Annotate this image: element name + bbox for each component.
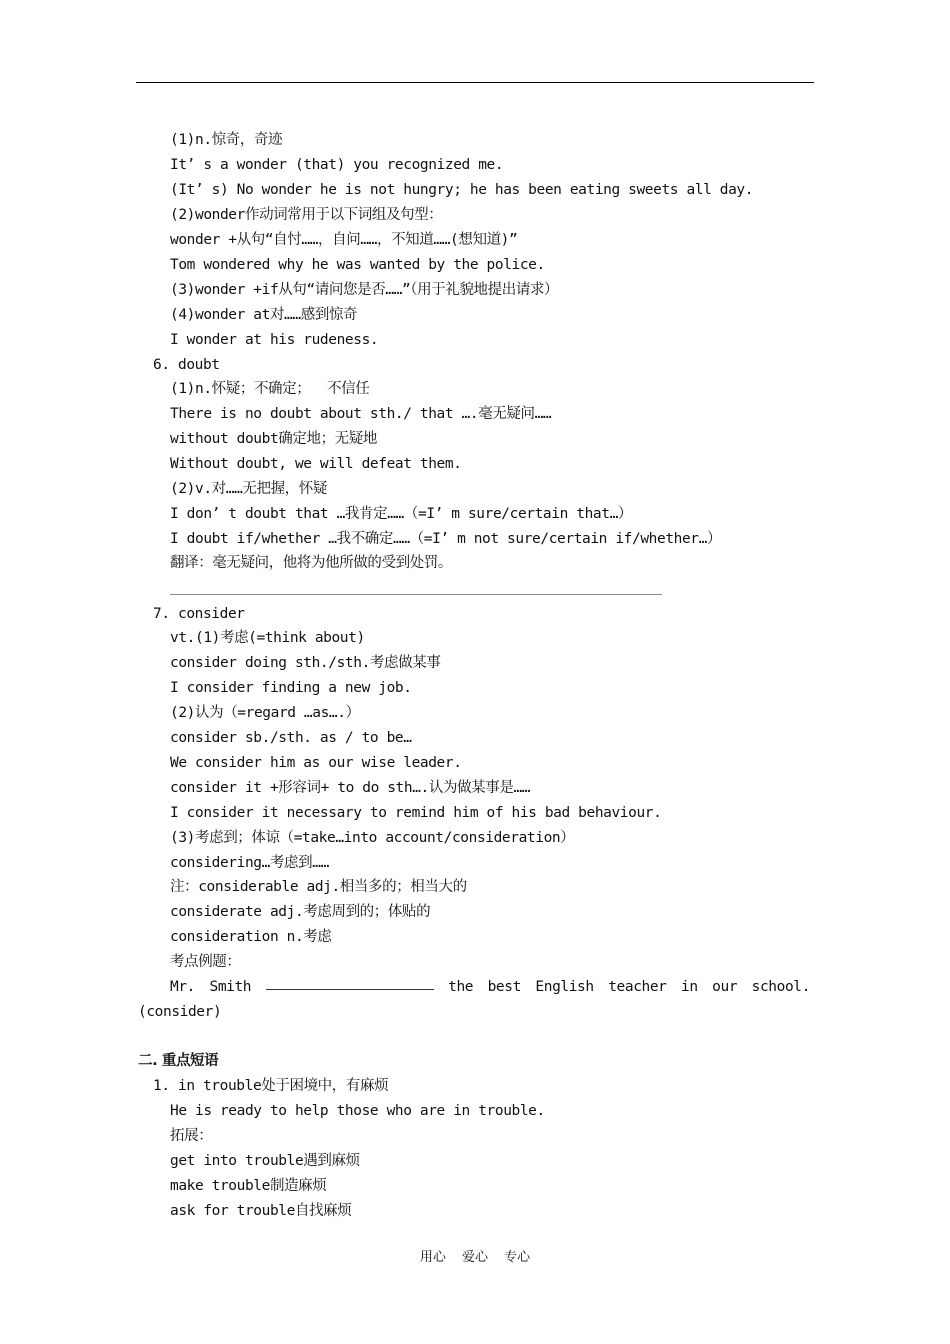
exercise-word: English: [535, 979, 594, 995]
text-line: make trouble制造麻烦: [170, 1178, 327, 1194]
header-rule: [136, 82, 814, 83]
text-line: consideration n.考虑: [170, 929, 332, 945]
text-line: (1)n.怀疑；不确定； 不信任: [170, 381, 370, 397]
text-line: (2)v.对……无把握，怀疑: [170, 481, 328, 497]
text-line: 考点例题：: [170, 954, 241, 970]
exercise-hint: (consider): [138, 1004, 222, 1020]
text-line: (1)n.惊奇，奇迹: [170, 132, 283, 148]
text-line: 拓展：: [170, 1128, 213, 1144]
exercise-word: Mr.: [170, 979, 195, 995]
text-line: ask for trouble自找麻烦: [170, 1203, 352, 1219]
text-line: (4)wonder at对……感到惊奇: [170, 307, 358, 323]
exercise-word: Smith: [209, 979, 252, 995]
answer-line: [170, 594, 662, 595]
text-line: He is ready to help those who are in trouble.: [170, 1103, 545, 1119]
text-line: consider sb./sth. as / to be…: [170, 730, 412, 746]
page-footer: 用心 爱心 专心: [419, 1250, 531, 1265]
item-heading: 7. consider: [153, 606, 245, 622]
text-line: Tom wondered why he was wanted by the police.: [170, 257, 545, 273]
text-line: consider it +形容词+ to do sth….认为做某事是……: [170, 780, 531, 796]
exercise-word: in: [681, 979, 698, 995]
exercise-word: our: [712, 979, 738, 995]
text-line: (3)wonder +if从句“请问您是否……”（用于礼貌地提出请求）: [170, 282, 559, 298]
section-heading: 二. 重点短语: [138, 1053, 219, 1069]
text-line: I consider finding a new job.: [170, 680, 412, 696]
item-heading: 1. in trouble处于困境中，有麻烦: [153, 1078, 389, 1094]
text-line: There is no doubt about sth./ that ….毫无疑问……: [170, 406, 552, 422]
fill-in-blank[interactable]: [266, 975, 434, 990]
text-line: I doubt if/whether …我不确定……（=I’ m not sure/certain if/whether…）: [170, 531, 722, 547]
text-line: (2)认为（=regard …as….）: [170, 705, 360, 721]
text-line: I consider it necessary to remind him of his bad behaviour.: [170, 805, 662, 821]
text-line: I wonder at his rudeness.: [170, 332, 379, 348]
text-line: consider doing sth./sth.考虑做某事: [170, 655, 441, 671]
exercise-sentence: [170, 975, 810, 1000]
text-line: considerate adj.考虑周到的；体贴的: [170, 904, 431, 920]
text-line: (3)考虑到；体谅（=take…into account/consideration）: [170, 830, 575, 846]
text-line: It’ s a wonder (that) you recognized me.: [170, 157, 504, 173]
text-line: (It’ s) No wonder he is not hungry; he has been eating sweets all day.: [170, 182, 754, 198]
item-heading: 6. doubt: [153, 357, 220, 373]
text-line: 翻译：毫无疑问，他将为他所做的受到处罚。: [170, 555, 452, 571]
text-line: get into trouble遇到麻烦: [170, 1153, 360, 1169]
text-line: We consider him as our wise leader.: [170, 755, 462, 771]
text-line: without doubt确定地；无疑地: [170, 431, 377, 447]
text-line: considering…考虑到……: [170, 855, 329, 871]
text-line: wonder +从句“自忖……，自问……，不知道……(想知道)”: [170, 232, 518, 248]
exercise-word: best: [487, 979, 521, 995]
text-line: I don’ t doubt that …我肯定……（=I’ m sure/certain that…）: [170, 506, 632, 522]
text-line: (2)wonder作动词常用于以下词组及句型：: [170, 207, 443, 223]
text-line: vt.(1)考虑(=think about): [170, 630, 365, 646]
exercise-word: school.: [751, 979, 810, 995]
exercise-word: the: [448, 979, 474, 995]
exercise-word: teacher: [608, 979, 667, 995]
text-line: 注：considerable adj.相当多的；相当大的: [170, 879, 467, 895]
text-line: Without doubt, we will defeat them.: [170, 456, 462, 472]
